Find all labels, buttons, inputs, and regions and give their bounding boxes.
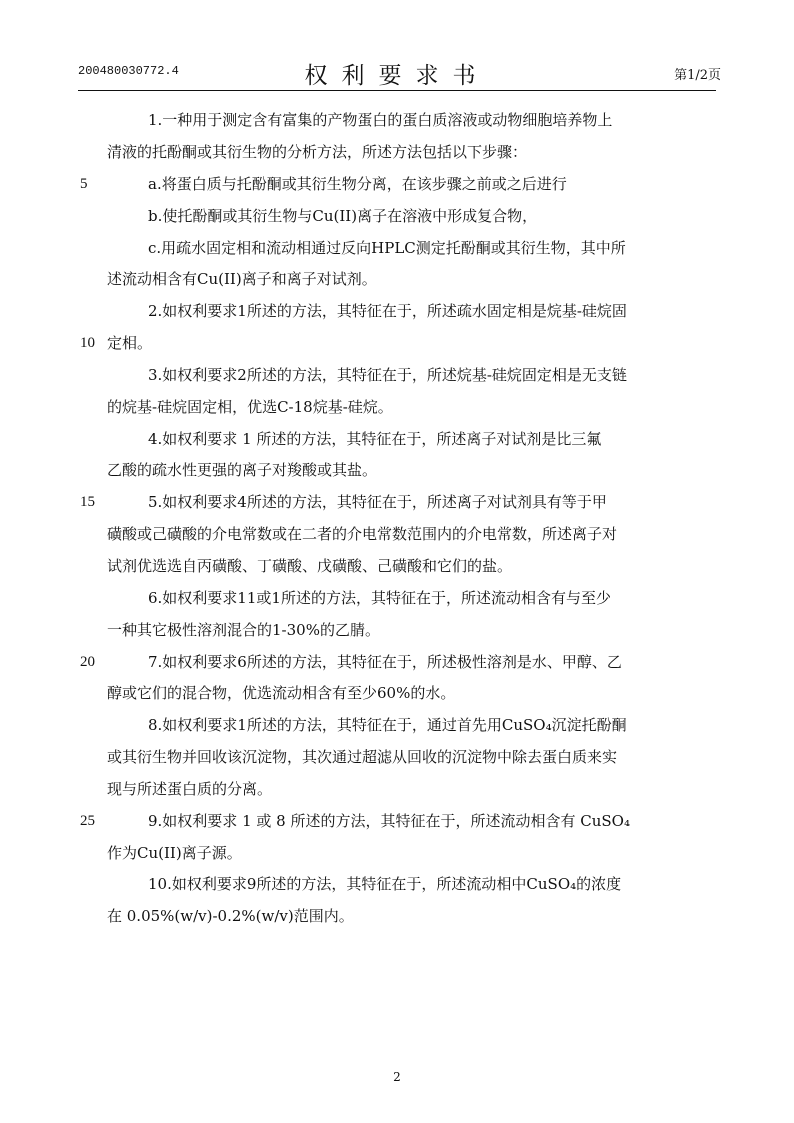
claim-line: 乙酸的疏水性更强的离子对羧酸或其盐。 xyxy=(107,461,378,479)
page-title: 权利要求书 xyxy=(304,63,490,89)
claim-line: c.用疏水固定相和流动相通过反向HPLC测定托酚酮或其衍生物，其中所 xyxy=(148,239,626,257)
claim-line: 9.如权利要求 1 或 8 所述的方法，其特征在于，所述流动相含有 CuSO₄ xyxy=(148,812,630,830)
claim-line: 2.如权利要求1所述的方法，其特征在于，所述疏水固定相是烷基-硅烷固 xyxy=(148,302,627,320)
line-number: 25 xyxy=(80,813,95,829)
claim-line: 述流动相含有Cu(II)离子和离子对试剂。 xyxy=(107,270,377,288)
claim-line: 现与所述蛋白质的分离。 xyxy=(107,780,273,798)
claim-line: 清液的托酚酮或其衍生物的分析方法，所述方法包括以下步骤： xyxy=(107,143,528,161)
claim-line: 4.如权利要求 1 所述的方法，其特征在于，所述离子对试剂是比三氟 xyxy=(148,430,602,448)
claim-line: a.将蛋白质与托酚酮或其衍生物分离，在该步骤之前或之后进行 xyxy=(148,175,567,193)
header-rule xyxy=(78,90,716,91)
line-number: 15 xyxy=(80,494,95,510)
claim-line: 6.如权利要求11或1所述的方法，其特征在于，所述流动相含有与至少 xyxy=(148,589,611,607)
claim-line: 或其衍生物并回收该沉淀物，其次通过超滤从回收的沉淀物中除去蛋白质来实 xyxy=(107,748,618,766)
claim-line: 1.一种用于测定含有富集的产物蛋白的蛋白质溶液或动物细胞培养物上 xyxy=(148,111,613,129)
claim-line: 7.如权利要求6所述的方法，其特征在于，所述极性溶剂是水、甲醇、乙 xyxy=(148,653,622,671)
claim-line: b.使托酚酮或其衍生物与Cu(II)离子在溶液中形成复合物， xyxy=(148,207,538,225)
claim-line: 定相。 xyxy=(107,334,153,352)
doc-number: 200480030772.4 xyxy=(78,64,179,78)
claim-line: 10.如权利要求9所述的方法，其特征在于，所述流动相中CuSO₄的浓度 xyxy=(148,875,622,893)
line-number: 10 xyxy=(80,335,95,351)
claim-line: 作为Cu(II)离子源。 xyxy=(107,844,242,862)
claim-line: 醇或它们的混合物，优选流动相含有至少60%的水。 xyxy=(107,684,456,702)
page-indicator: 第1/2页 xyxy=(674,68,721,83)
claim-line: 的烷基-硅烷固定相，优选C-18烷基-硅烷。 xyxy=(107,398,393,416)
line-number: 20 xyxy=(80,654,95,670)
claim-line: 一种其它极性溶剂混合的1-30%的乙腈。 xyxy=(107,621,380,639)
claim-line: 3.如权利要求2所述的方法，其特征在于，所述烷基-硅烷固定相是无支链 xyxy=(148,366,627,384)
page-number-footer: 2 xyxy=(393,1070,401,1084)
claim-line: 8.如权利要求1所述的方法，其特征在于，通过首先用CuSO₄沉淀托酚酮 xyxy=(148,716,627,734)
claim-line: 5.如权利要求4所述的方法，其特征在于，所述离子对试剂具有等于甲 xyxy=(148,493,607,511)
claim-line: 试剂优选选自丙磺酸、丁磺酸、戊磺酸、己磺酸和它们的盐。 xyxy=(107,557,513,575)
claim-line: 在 0.05%(w/v)-0.2%(w/v)范围内。 xyxy=(107,907,354,925)
claim-line: 磺酸或己磺酸的介电常数或在二者的介电常数范围内的介电常数，所述离子对 xyxy=(107,525,618,543)
line-number: 5 xyxy=(80,176,88,192)
